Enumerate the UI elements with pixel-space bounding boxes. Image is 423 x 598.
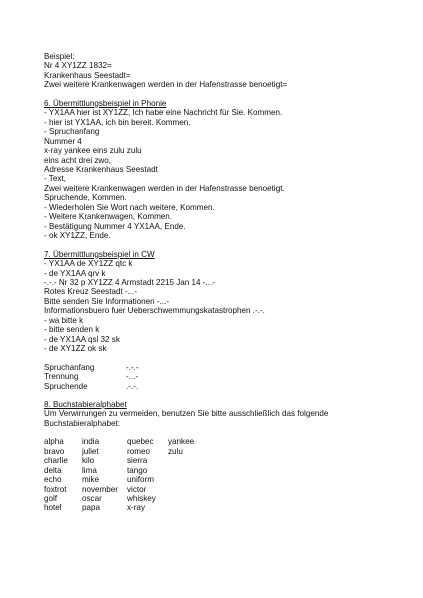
text-line: - de XY1ZZ ok sk: [44, 344, 107, 354]
text-line: Zwei weitere Krankenwagen werden in der Hafenstrasse benoetigt.: [44, 183, 285, 193]
text-line: Um Verwirrungen zu vermeiden, benutzen Sie bitte ausschließlich das folgende: [44, 409, 329, 419]
alphabet-word: [168, 475, 208, 484]
text-line: Buchstabieralphabet:: [44, 418, 121, 428]
alphabet-word: bravo: [44, 446, 65, 456]
signal-row: [44, 372, 416, 381]
alphabet-word: november: [82, 484, 118, 494]
example-line: Nr 4 XY1ZZ 1832=: [44, 61, 112, 71]
signal-code: -...-: [126, 372, 139, 382]
text-line: - Weitere Krankenwagen, Kommen.: [44, 212, 173, 222]
example-block: [44, 52, 416, 90]
alphabet-word: tango: [127, 465, 148, 475]
alphabet-word: [168, 466, 208, 475]
alphabet-word: [168, 494, 208, 503]
alphabet-word: kilo: [82, 456, 95, 466]
example-line: Zwei weitere Krankenwagen werden in der Hafenstrasse benoetigt=: [44, 80, 288, 90]
alphabet-word: zulu: [168, 446, 183, 456]
document-page: [44, 52, 416, 513]
spelling-alphabet-table: [44, 437, 416, 513]
alphabet-word: hotel: [44, 503, 62, 513]
text-line: eins acht drei zwo,: [44, 155, 112, 165]
alphabet-word: quebec: [127, 437, 154, 447]
signal-label: Trennung: [44, 372, 79, 382]
alphabet-word: victor: [127, 484, 147, 494]
alphabet-word: whiskey: [127, 494, 156, 504]
signal-code: -.-.-: [126, 362, 139, 372]
alphabet-word: alpha: [44, 437, 64, 447]
alphabet-word: sierra: [127, 456, 148, 466]
alphabet-word: yankee: [168, 437, 195, 447]
alphabet-word: delta: [44, 465, 62, 475]
text-line: x-ray yankee eins zulu zulu: [44, 146, 142, 156]
alphabet-word: lima: [82, 465, 97, 475]
section-phonie: [44, 99, 416, 241]
signal-table: [44, 363, 416, 391]
text-line: Bitte senden Sie Informationen -...-: [44, 296, 170, 306]
text-line: - YX1AA hier ist XY1ZZ, Ich habe eine Nachricht für Sie. Kommen.: [44, 108, 283, 118]
section-heading: 6. Übermittlungsbeispiel in Phonie: [44, 98, 167, 108]
text-line: Informationsbuero fuer Ueberschwemmungskatastrophen .-.-.: [44, 306, 265, 316]
signal-row: [44, 382, 416, 391]
alphabet-word: papa: [82, 503, 101, 513]
signal-label: Spruchanfang: [44, 362, 95, 372]
signal-code: .-.-.: [126, 381, 139, 391]
text-line: - Bestätigung Nummer 4 YX1AA, Ende.: [44, 221, 186, 231]
alphabet-word: oscar: [82, 494, 102, 504]
alphabet-word: [168, 456, 208, 465]
text-line: Adresse Krankenhaus Seestadt: [44, 164, 158, 174]
text-line: Spruchende, Kommen.: [44, 193, 127, 203]
alphabet-word: [168, 485, 208, 494]
example-line: Krankenhaus Seestadt=: [44, 70, 131, 80]
section-cw: [44, 250, 416, 391]
example-line: Beispiel:: [44, 52, 75, 61]
text-line: - de YX1AA qrv k: [44, 268, 106, 278]
signal-label: Spruchende: [44, 381, 88, 391]
text-line: - ok XY1ZZ, Ende.: [44, 231, 111, 241]
text-line: - bitte senden k: [44, 325, 100, 335]
alphabet-word: echo: [44, 475, 62, 485]
alphabet-word: golf: [44, 494, 58, 504]
text-line: Nummer 4: [44, 136, 82, 146]
section-heading: 8. Buchstabieralphabet: [44, 399, 127, 409]
text-line: - wa bitte k: [44, 315, 84, 325]
text-line: - de YX1AA qsl 32 sk: [44, 334, 120, 344]
alphabet-word: uniform: [127, 475, 154, 485]
alphabet-word: [168, 503, 208, 512]
signal-row: [44, 363, 416, 372]
alphabet-word: foxtrot: [44, 484, 67, 494]
text-line: - hier ist YX1AA, ich bin bereit. Kommen.: [44, 117, 191, 127]
text-line: - Text,: [44, 174, 66, 184]
alphabet-word: juliet: [82, 446, 99, 456]
text-line: - YX1AA de XY1ZZ qtc k: [44, 259, 133, 269]
section-heading: 7. Übermittlungsbeispiel in CW: [44, 249, 155, 259]
text-line: -.-.- Nr 32 p XY1ZZ 4 Armstadt 2215 Jan 14 -...-: [44, 277, 215, 287]
alphabet-word: romeo: [127, 446, 150, 456]
section-alphabet: [44, 400, 416, 513]
alphabet-word: india: [82, 437, 100, 447]
text-line: Rotes Kreuz Seestadt -...-: [44, 287, 138, 297]
text-line: - Wiederholen Sie Wort nach weitere, Kommen.: [44, 202, 215, 212]
alphabet-word: mike: [82, 475, 100, 485]
alphabet-word: charlie: [44, 456, 68, 466]
alphabet-word: x-ray: [127, 503, 145, 513]
text-line: - Spruchanfang: [44, 127, 100, 137]
